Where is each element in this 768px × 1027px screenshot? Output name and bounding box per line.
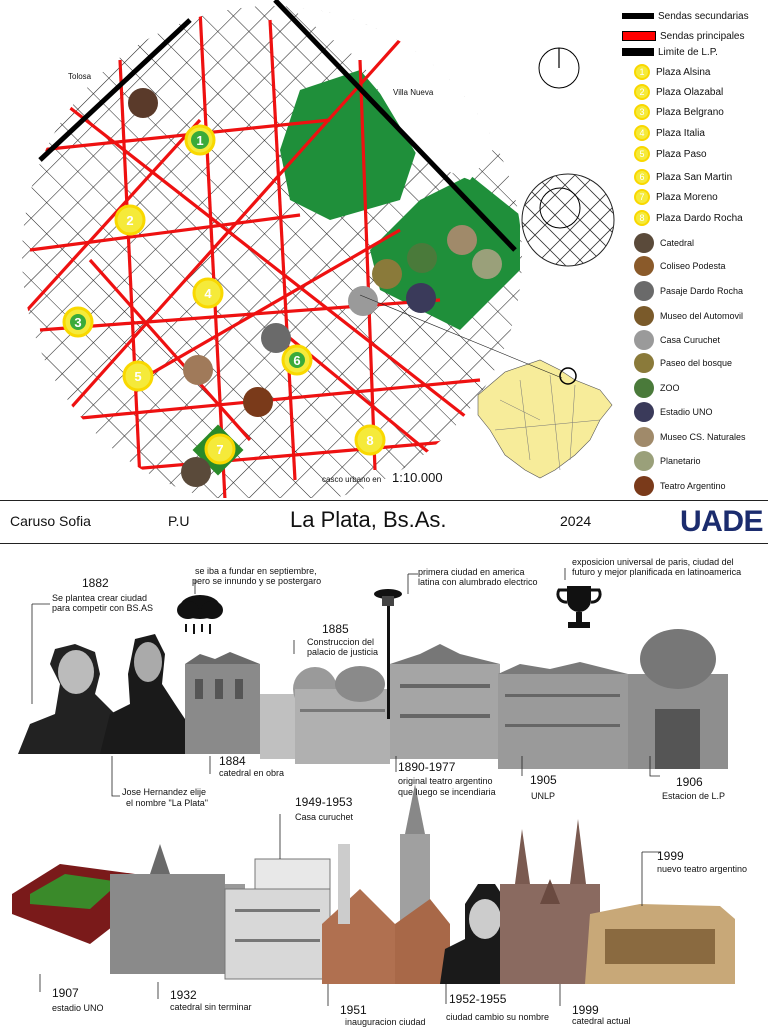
plaza-number: 1 — [196, 133, 204, 148]
legend-label: Coliseo Podesta — [660, 261, 726, 271]
legend-label: Estadio UNO — [660, 407, 713, 417]
legend-place — [622, 452, 701, 470]
year-label: 2024 — [560, 513, 592, 529]
legend-place — [622, 282, 743, 300]
event-1952-text: ciudad cambio su nombre — [446, 1012, 550, 1022]
legend-plaza-1 — [622, 63, 710, 81]
photo-marker[interactable] — [261, 323, 291, 353]
plaza-number: 7 — [216, 442, 224, 457]
legend-plaza-7 — [622, 188, 718, 206]
catedral-actual — [500, 819, 600, 984]
legend-label: Plaza Olazabal — [656, 86, 724, 98]
timeline-illustrations — [0, 544, 768, 1024]
locator-circle-map — [520, 170, 620, 300]
legend-place — [622, 403, 713, 421]
plaza-marker-8[interactable] — [356, 426, 384, 454]
event-1949-year: 1949-1953 — [295, 795, 353, 809]
event-1999-teatro-year: 1999 — [657, 849, 684, 863]
coliseo-photo-icon — [634, 256, 654, 276]
legend-place — [622, 234, 694, 252]
catedral-photo-icon — [634, 233, 654, 253]
scale-label: casco urbano en — [322, 475, 382, 484]
legend-label: Plaza Paso — [656, 148, 707, 160]
page-title: La Plata, Bs.As. — [290, 507, 447, 532]
city-map — [0, 0, 620, 498]
palacio-justicia — [260, 666, 390, 764]
photo-marker[interactable] — [128, 88, 158, 118]
plaza-number-icon: 6 — [634, 169, 650, 185]
legend-label: ZOO — [660, 383, 680, 393]
event-1932-text: catedral sin terminar — [170, 1002, 252, 1012]
event-1907-year: 1907 — [52, 986, 79, 1000]
plaza-number-icon: 7 — [634, 189, 650, 205]
plaza-marker-3[interactable] — [64, 308, 92, 336]
plaza-marker-6[interactable] — [283, 346, 311, 374]
cathedral-construction — [185, 652, 260, 754]
legend-line-swatch — [622, 13, 654, 19]
bosque-photo-icon — [634, 353, 654, 373]
event-1906-text: Estacion de L.P — [662, 791, 726, 801]
museo-cs-photo-icon — [634, 427, 654, 447]
event-1885-text: palacio de justicia — [307, 647, 379, 657]
legend-line-swatch — [622, 31, 656, 41]
event-1905-year: 1905 — [530, 773, 557, 787]
rain-event-text: se iba a fundar en septiembre, — [195, 566, 317, 576]
legend-plaza-6 — [622, 168, 732, 186]
founders-portraits — [18, 634, 185, 754]
plaza-number: 6 — [293, 353, 301, 368]
legend-place — [622, 257, 726, 275]
event-1882-text: para competir con BS.AS — [52, 603, 154, 613]
zoo-photo-icon — [634, 378, 654, 398]
event-1884-text: catedral en obra — [219, 768, 285, 778]
legend-label: Planetario — [660, 456, 701, 466]
event-1905-text: UNLP — [531, 791, 556, 801]
lamp-event-text: latina con alumbrado electrico — [418, 577, 538, 587]
estacion-lp — [628, 629, 728, 769]
legend-label: Sendas principales — [660, 30, 745, 42]
legend-label: Museo del Automovil — [660, 311, 744, 321]
legend-line-swatch — [622, 48, 654, 56]
event-1952-year: 1952-1955 — [449, 992, 507, 1006]
photo-marker[interactable] — [183, 355, 213, 385]
event-1951-text: inauguracion ciudad — [345, 1017, 426, 1027]
event-1999-catedral-year: 1999 — [572, 1003, 599, 1017]
plaza-number-icon: 2 — [634, 84, 650, 100]
event-1907-text: estadio UNO — [52, 1003, 104, 1013]
villa-nueva-label: Villa Nueva — [393, 88, 434, 97]
event-1890-text: original teatro argentino — [398, 776, 493, 786]
photo-marker[interactable] — [407, 243, 437, 273]
legend-label: Teatro Argentino — [660, 481, 726, 491]
plaza-number: 3 — [74, 315, 82, 330]
event-1882-year: 1882 — [82, 576, 109, 590]
plaza-number: 2 — [126, 213, 134, 228]
rain-cloud-icon — [177, 595, 223, 634]
legend-place — [622, 428, 746, 446]
legend-label: Pasaje Dardo Rocha — [660, 286, 744, 296]
expo-event-text: exposicion universal de paris, ciudad del — [572, 557, 734, 567]
legend-plaza-4 — [622, 124, 705, 142]
legend-row — [622, 7, 749, 25]
scale-value: 1:10.000 — [392, 470, 443, 485]
legend-row — [622, 43, 718, 61]
plaza-number: 8 — [366, 433, 374, 448]
legend-label: Limite de L.P. — [658, 46, 718, 58]
hernandez-text: Jose Hernandez elije — [122, 787, 207, 797]
photo-marker[interactable] — [472, 249, 502, 279]
lamp-event-text: primera ciudad en america — [418, 567, 525, 577]
estadio-photo-icon — [634, 402, 654, 422]
legend-label: Sendas secundarias — [658, 10, 749, 22]
plaza-number-icon: 1 — [634, 64, 650, 80]
plaza-marker-4[interactable] — [194, 279, 222, 307]
event-1890-year: 1890-1977 — [398, 760, 456, 774]
legend-place — [622, 354, 732, 372]
author-name: Caruso Sofia — [10, 513, 91, 529]
legend-label: Plaza Moreno — [656, 191, 718, 203]
teatro-original — [390, 644, 500, 759]
curuchet-photo-icon — [634, 330, 654, 350]
event-1999-catedral-text: catedral actual — [572, 1016, 631, 1026]
photo-marker[interactable] — [372, 259, 402, 289]
event-1890-text: que luego se incendiaria — [398, 787, 496, 797]
plaza-number: 4 — [204, 286, 212, 301]
legend-label: Plaza Italia — [656, 127, 705, 139]
pasaje-photo-icon — [634, 281, 654, 301]
legend-place — [622, 331, 720, 349]
uade-logo: UADE — [680, 505, 764, 538]
legend-label: Casa Curuchet — [660, 335, 721, 345]
legend-plaza-2 — [622, 83, 723, 101]
legend-plaza-5 — [622, 145, 707, 163]
event-1932-year: 1932 — [170, 988, 197, 1002]
legend-label: Plaza San Martin — [656, 171, 733, 183]
legend-plaza-8 — [622, 209, 743, 227]
event-1882-text: Se plantea crear ciudad — [52, 593, 148, 603]
event-1906-year: 1906 — [676, 775, 703, 789]
legend-label: Plaza Alsina — [656, 66, 711, 78]
photo-marker[interactable] — [348, 286, 378, 316]
teatro-photo-icon — [634, 476, 654, 496]
plaza-marker-5[interactable] — [124, 362, 152, 390]
expo-event-text: futuro y mejor planificada en latinoamerica — [572, 567, 742, 577]
plaza-number-icon: 5 — [634, 146, 650, 162]
plaza-number: 5 — [134, 369, 142, 384]
trophy-icon — [558, 586, 600, 628]
legend-label: Paseo del bosque — [660, 358, 733, 368]
legend-label: Museo CS. Naturales — [660, 432, 746, 442]
rain-event-text: pero se innundo y se postergaro — [192, 576, 322, 586]
plaza-number-icon: 3 — [634, 104, 650, 120]
plaza-marker-2[interactable] — [116, 206, 144, 234]
nuevo-teatro — [585, 904, 735, 984]
legend-label: Catedral — [660, 238, 695, 248]
legend-label: Plaza Dardo Rocha — [656, 212, 743, 224]
unlp-building — [498, 662, 628, 769]
legend-label: Plaza Belgrano — [656, 106, 724, 118]
event-1951-year: 1951 — [340, 1003, 367, 1017]
planetario-photo-icon — [634, 451, 654, 471]
plaza-number-icon: 8 — [634, 210, 650, 226]
hernandez-text: el nombre "La Plata" — [126, 798, 208, 808]
photo-marker[interactable] — [406, 283, 436, 313]
tolosa-label: Tolosa — [68, 72, 92, 81]
event-1999-teatro-text: nuevo teatro argentino — [657, 864, 748, 874]
casa-curuchet — [225, 859, 330, 979]
legend-place — [622, 307, 743, 325]
event-1884-year: 1884 — [219, 754, 246, 768]
museo-auto-photo-icon — [634, 306, 654, 326]
title-bar — [0, 500, 768, 544]
photo-marker[interactable] — [181, 457, 211, 487]
event-1949-text: Casa curuchet — [295, 812, 354, 822]
plaza-marker-1[interactable] — [186, 126, 214, 154]
plaza-number-icon: 4 — [634, 125, 650, 141]
photo-marker[interactable] — [243, 387, 273, 417]
photo-marker[interactable] — [447, 225, 477, 255]
legend-place — [622, 379, 680, 397]
event-1885-year: 1885 — [322, 622, 349, 636]
legend-plaza-3 — [622, 103, 724, 121]
course-code: P.U — [168, 513, 190, 529]
event-1885-text: Construccion del — [307, 637, 375, 647]
legend-place — [622, 477, 726, 495]
